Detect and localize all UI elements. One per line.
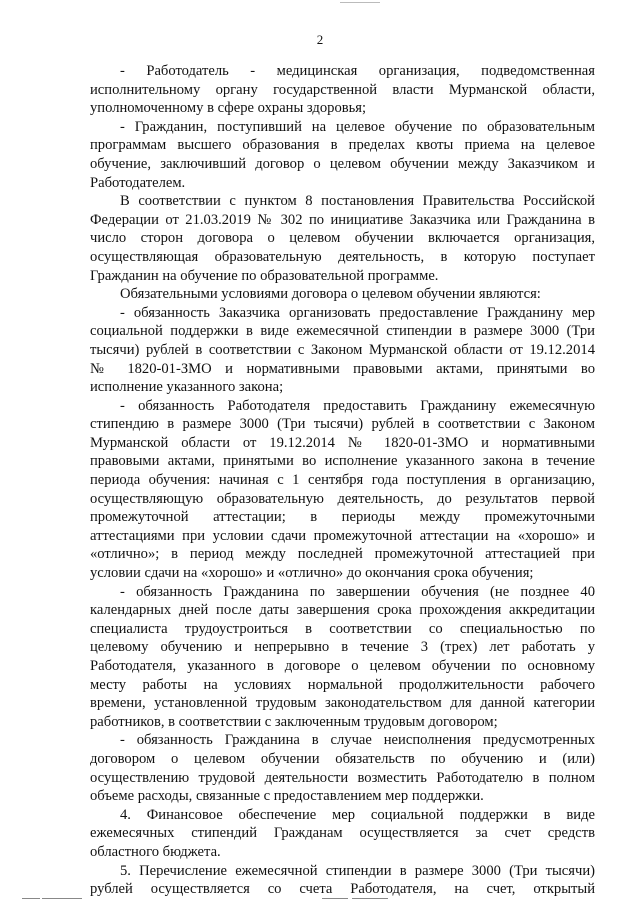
text-line: В соответствии с пунктом 8 постановления Правительства Российской xyxy=(120,193,595,210)
text-line: периода обучения: начиная с 1 сентября года поступления в организацию, xyxy=(90,472,595,489)
text-line: 4. Финансовое обеспечение мер социальной поддержки в виде xyxy=(120,806,595,823)
text-line: рублей осуществляется со счета Работодателя, на счет, открытый xyxy=(90,881,595,898)
text-line: правовыми актами, принятыми во исполнение указанного закона в течение xyxy=(90,453,595,470)
text-line: осуществляющую образовательную деятельность, до результатов первой xyxy=(90,490,595,507)
scan-mark xyxy=(322,898,348,899)
text-line: - обязанность Заказчика организовать предоставление Гражданину мер xyxy=(120,304,595,321)
text-line: «отлично»; в период между последней промежуточной аттестацией при xyxy=(90,546,595,563)
text-line: областного бюджета. xyxy=(90,843,221,860)
text-line: обучение, заключивший договор о целевом обучении между Заказчиком и xyxy=(90,155,595,172)
text-line: тысячи) рублей в соответствии с Законом Мурманской области от 19.12.2014 xyxy=(90,341,595,358)
scan-mark xyxy=(22,898,40,899)
text-line: - обязанность Гражданина в случае неисполнения предусмотренных xyxy=(120,732,595,749)
scan-mark xyxy=(42,898,82,899)
text-line: промежуточной аттестации; в периоды между промежуточными xyxy=(90,509,595,526)
text-line: Обязательными условиями договора о целевом обучении являются: xyxy=(120,286,541,303)
text-line: осуществлению трудовой деятельности возместить Работодателю в полном xyxy=(90,769,595,786)
text-line: программам высшего образования в пределах квоты приема на целевое xyxy=(90,137,595,154)
document-body xyxy=(90,62,595,899)
text-line: Мурманской области от 19.12.2014 № 1820-01-ЗМО и нормативными xyxy=(90,434,595,451)
text-line: объеме расходы, связанные с предоставлением мер поддержки. xyxy=(90,788,484,805)
text-line: аттестациями при условии сдачи промежуточной аттестации на «хорошо» и xyxy=(90,527,595,544)
scan-mark-top xyxy=(340,2,380,3)
scan-mark xyxy=(352,898,388,899)
text-line: уполномоченному в сфере охраны здоровья; xyxy=(90,100,367,117)
text-line: - Гражданин, поступивший на целевое обучение по образовательным xyxy=(120,118,595,135)
text-line: целевому обучению и непрерывно в течение 3 (трех) лет работать у xyxy=(90,639,595,656)
text-line: Гражданин на обучение по образовательной программе. xyxy=(90,267,439,284)
text-line: календарных дней после даты завершения срока прохождения аккредитации xyxy=(90,602,595,619)
text-line: - Работодатель - медицинская организация, подведомственная xyxy=(120,63,595,79)
text-line: условии сдачи на «хорошо» и «отлично» до окончания срока обучения; xyxy=(90,565,534,582)
text-line: исполнение указанного закона; xyxy=(90,379,284,396)
text-line: осуществляющая образовательную деятельность, в которую поступает xyxy=(90,248,595,265)
text-line: Работодателем. xyxy=(90,174,186,191)
text-line: - обязанность Гражданина по завершении обучения (не позднее 40 xyxy=(120,583,595,600)
text-line: исполнительному органу государственной власти Мурманской области, xyxy=(90,81,595,98)
text-line: месту работы на условиях нормальной продолжительности рабочего xyxy=(90,676,595,693)
text-line: договором о целевом обучении обязательств по обучению и (или) xyxy=(90,750,595,767)
text-line: Федерации от 21.03.2019 № 302 по инициативе Заказчика или Гражданина в xyxy=(90,211,595,228)
text-line: № 1820-01-ЗМО и нормативными правовыми актами, принятыми во xyxy=(90,360,595,377)
text-line: работников, в соответствии с заключенным трудовым договором; xyxy=(90,713,498,730)
text-line: Работодателя, указанного в договоре о целевом обучении по основному xyxy=(90,658,595,674)
text-line: ежемесячных стипендий Гражданам осуществляется за счет средств xyxy=(90,825,595,842)
page-number: 2 xyxy=(316,32,324,47)
text-line: 5. Перечисление ежемесячной стипендии в размере 3000 (Три тысячи) xyxy=(120,862,595,879)
text-line: число сторон договора о целевом обучении включается организация, xyxy=(90,230,595,247)
scan-marks-bottom xyxy=(0,898,640,902)
text-line: времени, установленной трудовым законодательством для данной категории xyxy=(90,695,595,712)
text-line: стипендию в размере 3000 (Три тысячи) рублей в соответствии с Законом xyxy=(90,416,595,433)
text-line: специалиста трудоустроиться в соответствии со специальностью по xyxy=(90,620,595,637)
text-line: - обязанность Работодателя предоставить Гражданину ежемесячную xyxy=(120,397,595,414)
text-line: социальной поддержки в виде ежемесячной стипендии в размере 3000 (Три xyxy=(90,323,595,340)
